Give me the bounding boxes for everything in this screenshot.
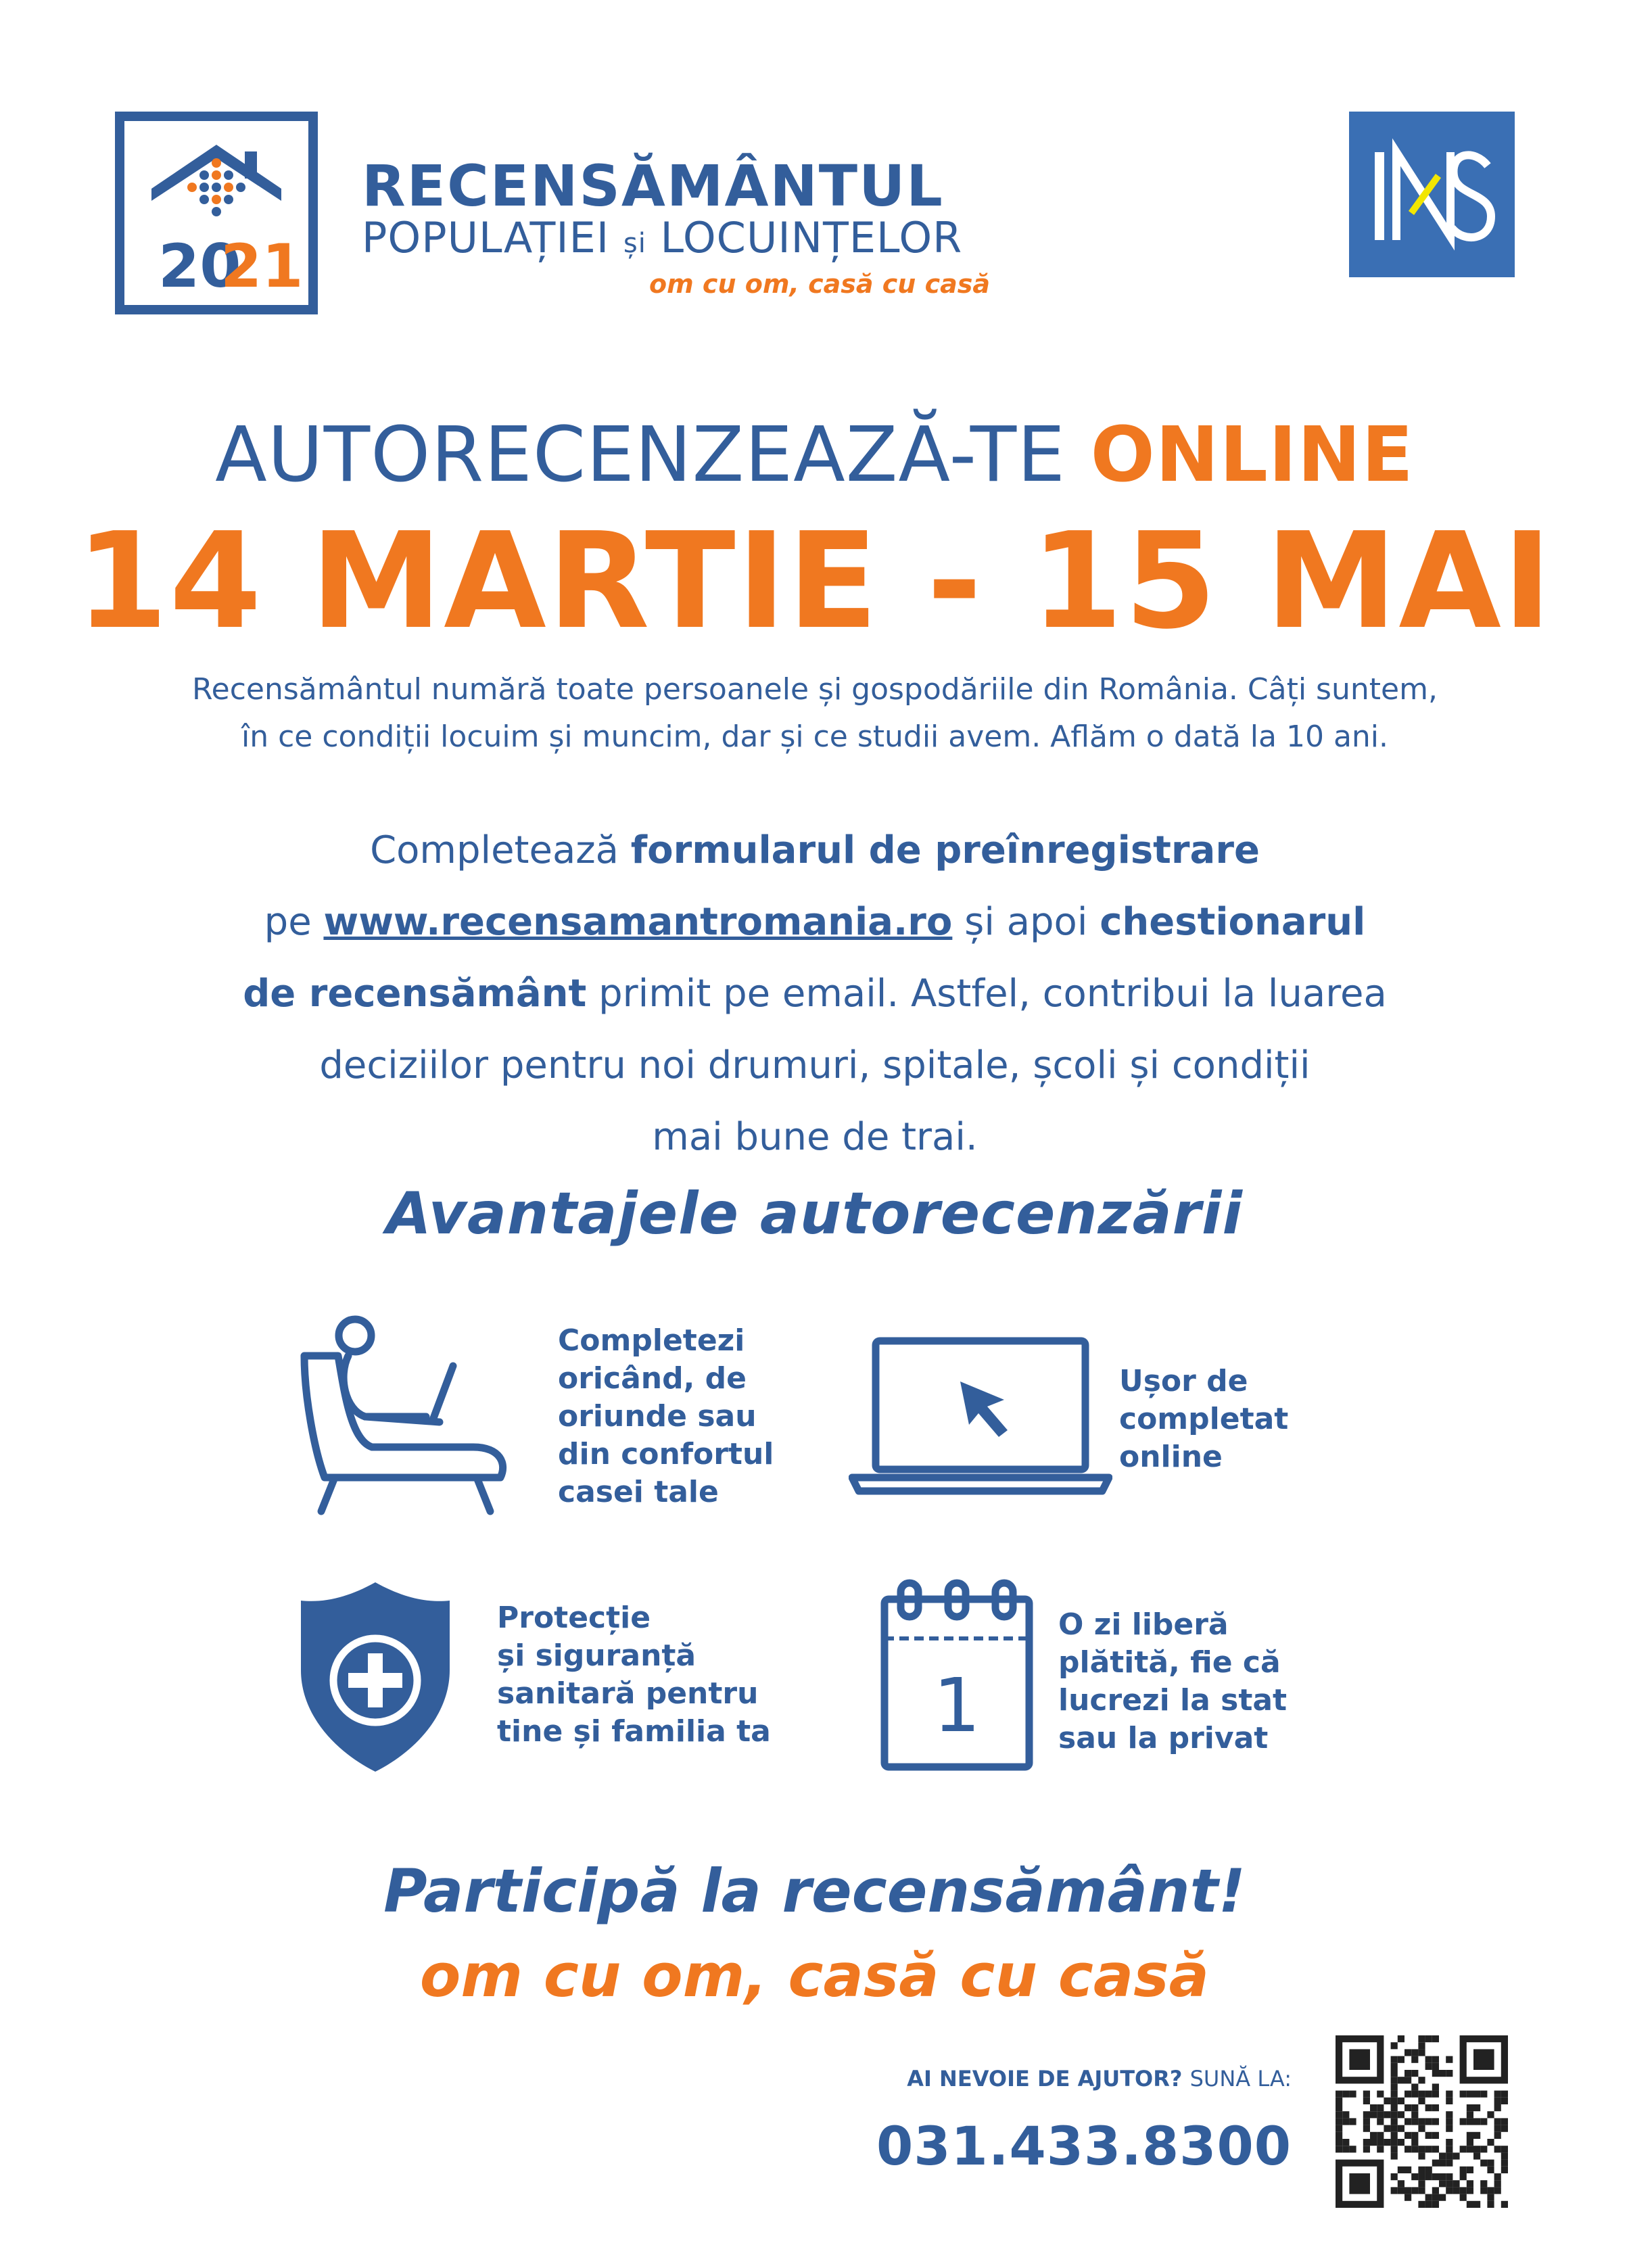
intro-text <box>95 666 1535 761</box>
advantage-4-line: lucrezi la stat <box>1058 1683 1288 1718</box>
advantage-2-line: Ușor de <box>1119 1364 1248 1398</box>
person-laptop-icon <box>298 1315 514 1518</box>
shield-plus-icon <box>298 1579 453 1775</box>
help-bold: AI NEVOIE DE AJUTOR? <box>907 2066 1183 2092</box>
brand-title: RECENSĂMÂNTUL <box>362 153 944 219</box>
brand-sub-populatiei: POPULAȚIEI <box>362 213 610 262</box>
help-label <box>859 2066 1292 2092</box>
advantage-1-line: din confortul <box>558 1437 774 1471</box>
logo-year-left: 20 <box>158 231 241 301</box>
cta-questionnaire-bold: chestionarul <box>1100 900 1366 944</box>
advantage-3-line: sanitară pentru <box>497 1676 759 1711</box>
census-website-link[interactable]: www.recensamantromania.ro <box>323 900 953 944</box>
help-normal: SUNĂ LA: <box>1189 2066 1292 2092</box>
cta-text <box>108 815 1521 1173</box>
logo-year-right: 21 <box>220 231 304 301</box>
laptop-cursor-icon <box>849 1336 1112 1498</box>
advantage-4-text <box>1058 1606 1287 1757</box>
advantage-3-line: tine și familia ta <box>497 1714 771 1749</box>
cta-line-4: deciziilor pentru noi drumuri, spitale, școli și condiții <box>319 1043 1311 1087</box>
ins-logo <box>1349 112 1515 277</box>
calendar-number: 1 <box>933 1662 981 1749</box>
cta-line-3 <box>108 958 1521 1030</box>
advantage-4-line: plătită, fie că <box>1058 1645 1281 1680</box>
cta-line-5: mai bune de trai. <box>652 1115 978 1159</box>
advantage-4-line: sau la privat <box>1058 1721 1269 1755</box>
brand-tagline: om cu om, casă cu casă <box>649 269 991 299</box>
advantage-1-line: oricând, de <box>558 1361 747 1396</box>
brand-sub-and: și <box>623 228 646 259</box>
advantage-3-text <box>497 1599 771 1751</box>
brand-subtitle <box>362 213 1038 265</box>
qr-code-icon[interactable] <box>1336 2035 1508 2208</box>
advantage-1-line: Completezi <box>558 1323 745 1358</box>
cta-census-bold: de recensământ <box>243 972 587 1016</box>
slogan-participate: Participă la recensământ! <box>383 1856 1246 1926</box>
brand-block <box>362 153 1038 265</box>
headline-online <box>0 411 1629 499</box>
advantages-title: Avantajele autorecenzării <box>385 1180 1244 1248</box>
advantage-1-text <box>558 1322 774 1511</box>
cta-t1: Completează <box>370 828 619 872</box>
calendar-icon <box>879 1579 1035 1772</box>
advantage-1-line: casei tale <box>558 1475 719 1509</box>
svg-text:INS: INS <box>1349 274 1350 275</box>
house-icon <box>124 121 308 305</box>
cta-line-1 <box>108 815 1521 887</box>
advantage-3-line: și siguranță <box>497 1638 697 1673</box>
help-phone-number[interactable]: 031.433.8300 <box>876 2117 1292 2177</box>
cta-t3: și apoi <box>964 900 1088 944</box>
advantage-2-text <box>1119 1363 1288 1476</box>
intro-line-2: în ce condiții locuim și muncim, dar și ce studii avem. Aflăm o dată la 10 ani. <box>241 719 1389 754</box>
advantage-2-line: online <box>1119 1440 1223 1474</box>
census-logo <box>115 112 318 314</box>
headline-dates: 14 MARTIE - 15 MAI <box>76 504 1553 659</box>
advantage-3-line: Protecție <box>497 1601 651 1635</box>
slogan-tagline: om cu om, casă cu casă <box>419 1941 1210 2010</box>
advantage-4-line: O zi liberă <box>1058 1607 1229 1642</box>
headline-part1: AUTORECENZEAZĂ-TE <box>215 411 1066 499</box>
headline-online-word: ONLINE <box>1090 411 1414 499</box>
cta-line-2 <box>108 887 1521 958</box>
advantage-1-line: oriunde sau <box>558 1399 757 1434</box>
intro-line-1: Recensământul numără toate persoanele și gospodăriile din România. Câți suntem, <box>192 672 1438 707</box>
cta-form-bold: formularul de preînregistrare <box>630 828 1260 872</box>
cta-t4: primit pe email. Astfel, contribui la luarea <box>598 972 1387 1016</box>
advantage-2-line: completat <box>1119 1402 1289 1436</box>
brand-sub-locuintelor: LOCUINȚELOR <box>660 213 963 262</box>
cta-t2: pe <box>264 900 312 944</box>
